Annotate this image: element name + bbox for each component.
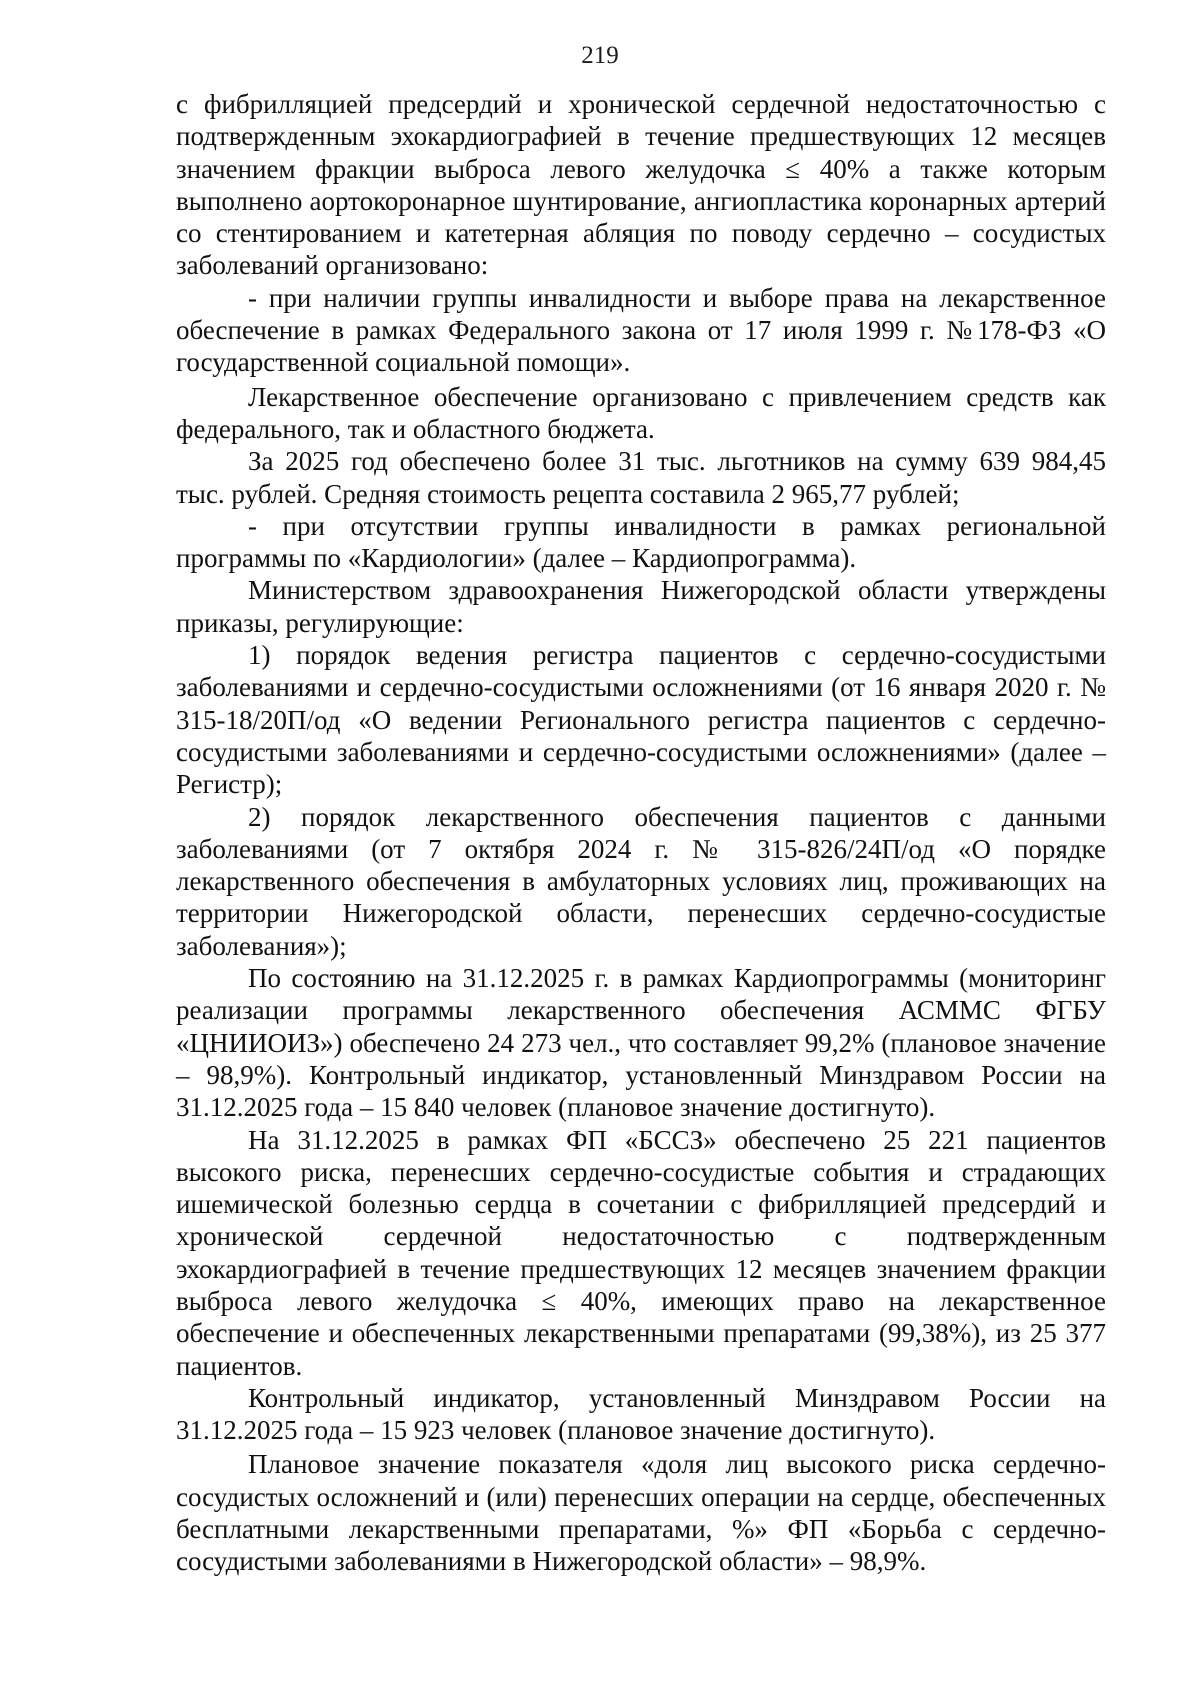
paragraph-order-1: 1) порядок ведения регистра пациентов с сердечно-сосудистыми заболеваниями и сердечно-сосудистыми осложнениями (от 16 января 2020 г. № 315-18/20П/од «О ведении Регионального регистра пациентов с сердечно-сосудистыми заболеваниями и сердечно-сосудистыми осложнениями» (далее – Регистр); [176, 640, 1106, 800]
document-body [176, 88, 1106, 1578]
paragraph-no-disability: - при отсутствии группы инвалидности в рамках региональной программы по «Кардиологии» (далее – Кардиопрограмма). [176, 510, 1106, 574]
paragraph-ministry-orders: Министерством здравоохранения Нижегородской области утверждены приказы, регулирующие: [176, 575, 1106, 638]
page-number: 219 [581, 42, 619, 69]
paragraph-cardioprogram-status: По состоянию на 31.12.2025 г. в рамках Кардиопрограммы (мониторинг реализации программы лекарственного обеспечения АСММС ФГБУ «ЦНИИОИЗ») обеспечено 24 273 чел., что составляет 99,2% (плановое значение – 98,9%). Контрольный индикатор, установленный Минздравом России на 31.12.2025 года – 15 840 человек (плановое значение достигнуто). [176, 963, 1106, 1123]
paragraph-funding: Лекарственное обеспечение организовано с привлечением средств как федерального, так и областного бюджета. [176, 381, 1106, 444]
paragraph-order-2: 2) порядок лекарственного обеспечения пациентов с данными заболеваниями (от 7 октября 2024 г. № 315-826/24П/од «О порядке лекарственного обеспечения в амбулаторных условиях лиц, проживающих на территории Нижегородской области, перенесших сердечно-сосудистые заболевания»); [176, 801, 1106, 961]
paragraph-control-indicator: Контрольный индикатор, установленный Минздравом России на 31.12.2025 года – 15 923 человек (плановое значение достигнуто). [176, 1382, 1106, 1446]
paragraph-bssz-status: На 31.12.2025 в рамках ФП «БССЗ» обеспечено 25 221 пациентов высокого риска, перенесших сердечно-сосудистые события и страдающих ишемической болезнью сердца в сочетании с фибрилляцией предсердий и хронической сердечной недостаточностью с подтвержденным эхокардиографией в течение предшествующих 12 месяцев значением фракции выброса левого желудочка ≤ 40%, имеющих право на лекарственное обеспечение и обеспеченных лекарственными препаратами (99,38%), из 25 377 пациентов. [176, 1124, 1106, 1381]
paragraph-2025-summary: За 2025 год обеспечено более 31 тыс. льготников на сумму 639 984,45 тыс. рублей. Средняя стоимость рецепта составила 2 965,77 рублей; [176, 446, 1106, 509]
paragraph-disability-group: - при наличии группы инвалидности и выборе права на лекарственное обеспечение в рамках Федерального закона от 17 июля 1999 г. №178-ФЗ «О государственной социальной помощи». [176, 282, 1106, 378]
paragraph-continuation: с фибрилляцией предсердий и хронической сердечной недостаточностью с подтвержденным эхокардиографией в течение предшествующих 12 месяцев значением фракции выброса левого желудочка ≤ 40% а также которым выполнено аортокоронарное шунтирование, ангиопластика коронарных артерий со стентированием и катетерная абляция по поводу сердечно – сосудистых заболеваний организовано: [176, 89, 1106, 281]
paragraph-planned-value: Плановое значение показателя «доля лиц высокого риска сердечно-сосудистых осложнений и (или) перенесших операции на сердце, обеспеченных бесплатными лекарственными препаратами, %» ФП «Борьба с сердечно-сосудистыми заболеваниями в Нижегородской области» – 98,9%. [176, 1449, 1106, 1577]
